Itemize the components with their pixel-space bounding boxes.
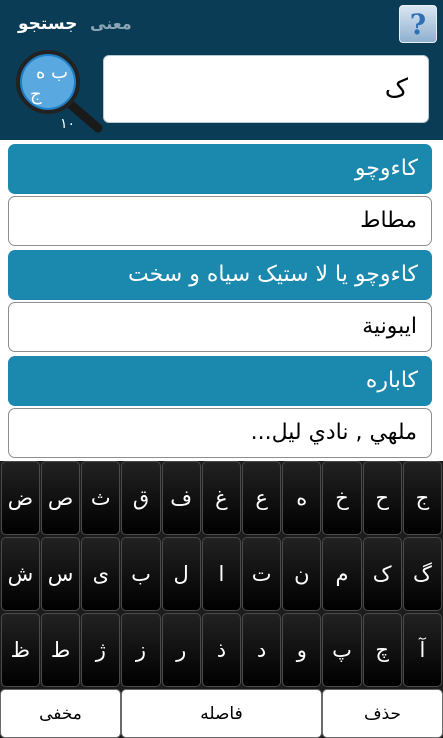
keyboard-key[interactable]: ل xyxy=(162,537,201,611)
keyboard-key[interactable]: ک xyxy=(363,537,402,611)
logo-dal-text: ج xyxy=(30,84,42,105)
keyboard-key[interactable]: ژ xyxy=(81,613,120,687)
keyboard-key[interactable]: چ xyxy=(363,613,402,687)
keyboard-key[interactable]: ب xyxy=(121,537,160,611)
keyboard-key[interactable]: ض xyxy=(1,461,40,535)
keyboard-key[interactable]: ن xyxy=(282,537,321,611)
keyboard-key[interactable]: د xyxy=(242,613,281,687)
keyboard-key[interactable]: ه xyxy=(282,461,321,535)
tab-meaning[interactable]: معنی xyxy=(90,14,132,33)
keyboard-key[interactable]: ع xyxy=(242,461,281,535)
keyboard-key[interactable]: ط xyxy=(41,613,80,687)
logo-letters-text: ب ه xyxy=(35,62,69,83)
tab-search[interactable]: جستجو xyxy=(18,14,78,34)
result-title: كاءوچو يا لا ستيک سياه و سخت xyxy=(8,250,432,300)
keyboard-key[interactable]: س xyxy=(41,537,80,611)
keyboard-key[interactable]: پ xyxy=(322,613,361,687)
hide-keyboard-button[interactable]: مخفی xyxy=(0,689,121,738)
result-item[interactable] xyxy=(8,250,432,352)
result-title: كاءوچو xyxy=(8,144,432,194)
keyboard-key[interactable]: آ xyxy=(403,613,442,687)
keyboard-key[interactable]: خ xyxy=(322,461,361,535)
keyboard-key[interactable]: ت xyxy=(242,537,281,611)
result-title: كاباره xyxy=(8,356,432,406)
keyboard-key[interactable]: ش xyxy=(1,537,40,611)
result-item[interactable] xyxy=(8,144,432,246)
help-button[interactable] xyxy=(399,5,437,43)
header-bar xyxy=(0,0,443,140)
result-meaning: مطاط xyxy=(8,196,432,246)
result-meaning: ملهي , نادي ليل... xyxy=(8,408,432,458)
keyboard-key[interactable]: ی xyxy=(81,537,120,611)
keyboard-key[interactable]: غ xyxy=(202,461,241,535)
keyboard-key[interactable]: ف xyxy=(162,461,201,535)
keyboard-key[interactable]: ر xyxy=(162,613,201,687)
keyboard-key[interactable]: ح xyxy=(363,461,402,535)
keyboard-key[interactable]: م xyxy=(322,537,361,611)
results-list xyxy=(8,144,432,458)
logo-count-text: ۱۰ xyxy=(60,116,76,132)
help-icon: ? xyxy=(409,7,427,41)
search-input[interactable] xyxy=(103,55,429,123)
space-key[interactable]: فاصله xyxy=(121,689,322,738)
keyboard-key[interactable]: ث xyxy=(81,461,120,535)
result-item[interactable] xyxy=(8,356,432,458)
dictionary-magnifier-logo-icon xyxy=(12,48,104,136)
keyboard-key[interactable]: ج xyxy=(403,461,442,535)
keyboard-key[interactable]: گ xyxy=(403,537,442,611)
keyboard-key[interactable]: ذ xyxy=(202,613,241,687)
keyboard-key[interactable]: ق xyxy=(121,461,160,535)
result-meaning: ايبونية xyxy=(8,302,432,352)
keyboard-key[interactable]: و xyxy=(282,613,321,687)
keyboard-key[interactable]: ظ xyxy=(1,613,40,687)
persian-keyboard xyxy=(0,461,443,738)
keyboard-key[interactable]: ا xyxy=(202,537,241,611)
delete-key[interactable]: حذف xyxy=(322,689,443,738)
keyboard-key[interactable]: ز xyxy=(121,613,160,687)
keyboard-key[interactable]: ص xyxy=(41,461,80,535)
